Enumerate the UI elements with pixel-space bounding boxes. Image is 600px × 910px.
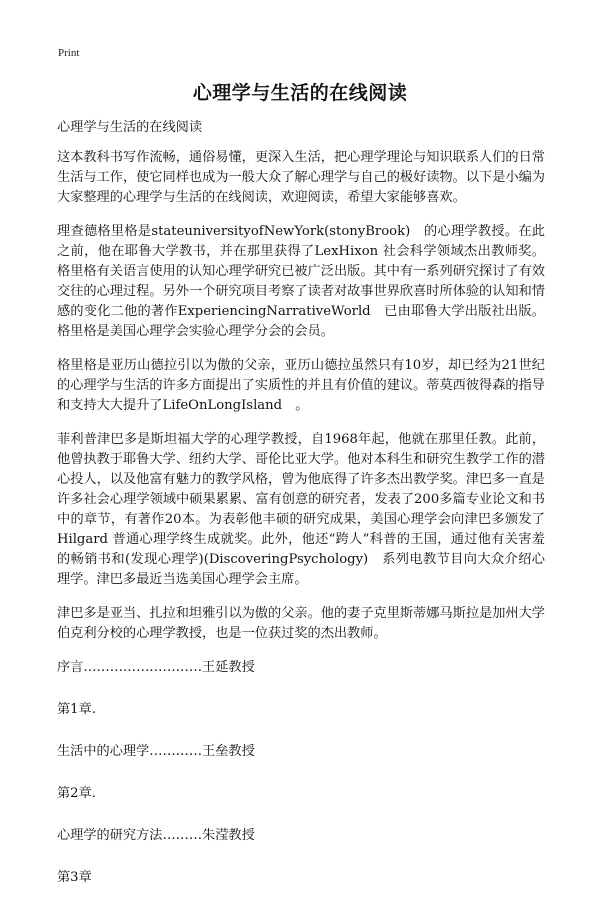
- toc-chapter-3-heading: 第3章: [57, 870, 92, 885]
- article-subtitle: 心理学与生活的在线阅读: [57, 120, 203, 135]
- print-link[interactable]: Print: [58, 47, 80, 59]
- intro-paragraph: 这本教科书写作流畅，通俗易懂，更深入生活，把心理学理论与知识联系人们的日常生活与工作，使它同样也成为一般大众了解心理学与自己的极好读物。以下是小编为大家整理的心理学与生活的在线阅读，欢迎阅读，希望大家能够喜欢。: [57, 150, 545, 205]
- toc-chapter-2-heading: 第2章.: [57, 786, 96, 801]
- toc-chapter-1-heading: 第1章.: [57, 702, 96, 717]
- article-body: [57, 118, 545, 910]
- author-grig-paragraph: 理查德格里格是stateuniversityofNewYork(stonyBrook) 的心理学教授。在此之前，他在耶鲁大学教书，并在那里获得了LexHixon 社会科学领域杰出教师奖。格里格有关语言使用的认知心理学研究已被广泛出版。其中有一系列研究探讨了有效交往的心理过程。另外一个研究项目考察了读者对故事世界欣喜时所体验的认知和情感的变化二他的著作ExperiencingNarrativeWorld 已由耶鲁大学出版社出版。格里格是美国心理学会实验心理学分会的会员。: [57, 224, 545, 339]
- toc-chapter-1-title: 生活中的心理学…………王垒教授: [57, 744, 255, 759]
- document-title: 心理学与生活的在线阅读: [192, 82, 408, 104]
- toc-preface: 序言………………………王延教授: [57, 660, 255, 675]
- grig-family-paragraph: 格里格是亚历山德拉引以为傲的父亲，亚历山德拉虽然只有10岁，却已经为21世纪的心理学与生活的许多方面提出了实质性的并且有价值的建议。蒂莫西彼得森的指导和支持大大提升了LifeOnLongIsland 。: [57, 358, 545, 413]
- toc-chapter-2-title: 心理学的研究方法………朱滢教授: [57, 828, 255, 843]
- author-zimbardo-paragraph: 菲利普津巴多是斯坦福大学的心理学教授，自1968年起，他就在那里任教。此前，他曾执教于耶鲁大学、纽约大学、哥伦比亚大学。他对本科生和研究生教学工作的潜心投人，以及他富有魅力的教学风格，曾为他底得了许多杰出教学奖。津巴多一直是许多社会心理学领域中硕果累累、富有创意的研究者，发表了200多篇专业论文和书中的章节，有著作20本。为表彰他丰硕的研究成果，美国心理学会向津巴多颁发了Hilgard 普通心理学终生成就奖。此外，他还“跨人”科普的王国，通过他有关害羞的畅销书和(发现心理学)(DiscoveringPsychology) 系列电教节目向大众介绍心理学。津巴多最近当选美国心理学会主席。: [57, 432, 545, 587]
- zimbardo-family-paragraph: 津巴多是亚当、扎拉和坦雅引以为傲的父亲。他的妻子克里斯蒂娜马斯拉是加州大学伯克利分校的心理学教授，也是一位获过奖的杰出教师。: [57, 606, 545, 641]
